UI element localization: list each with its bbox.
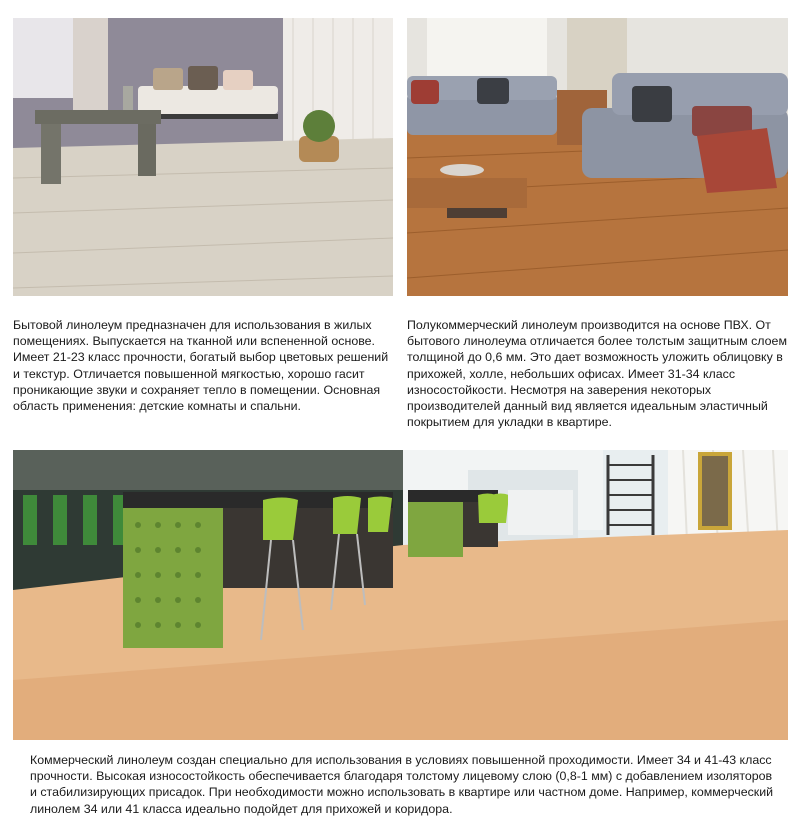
commercial-linoleum-photo <box>13 450 788 740</box>
household-linoleum-caption: Бытовой линолеум предназначен для использования в жилых помещениях. Выпускается на тканной или вспененной основе. Имеет 21-23 класс прочности, богатый выбор цветовых решений и текстур. Отличается повышенной мягкостью, хорошо гасит проникающие звуки и сохраняет тепло в помещении. Основная область применения: детские комнаты и спальни. <box>13 318 389 414</box>
semi-commercial-linoleum-caption: Полукоммерческий линолеум производится на основе ПВХ. От бытового линолеума отличается более толстым защитным слоем толщиной до 0,6 мм. Это дает возможность уложить облицовку в прихожей, холле, небольших офисах. Имеет 31-34 класс износостойкости. Несмотря на заверения некоторых производителей данный вид является идеальным эластичный покрытием для укладки в квартире. <box>407 318 787 430</box>
semi-commercial-linoleum-photo <box>407 18 788 296</box>
commercial-linoleum-caption: Коммерческий линолеум создан специально для использования в условиях повышенной проходимости. Имеет 34 и 41-43 класс прочности. Высокая износостойкость обеспечивается благодаря толстому лицевому слою (0,8-1 мм) с добавлением изоляторов и стабилизирующих присадок. При необходимости можно использовать в квартире или частном доме. Например, коммерческий линолем 34 или 41 класса идеально подойдет для прихожей и коридора. <box>30 753 774 816</box>
household-linoleum-photo <box>13 18 393 296</box>
